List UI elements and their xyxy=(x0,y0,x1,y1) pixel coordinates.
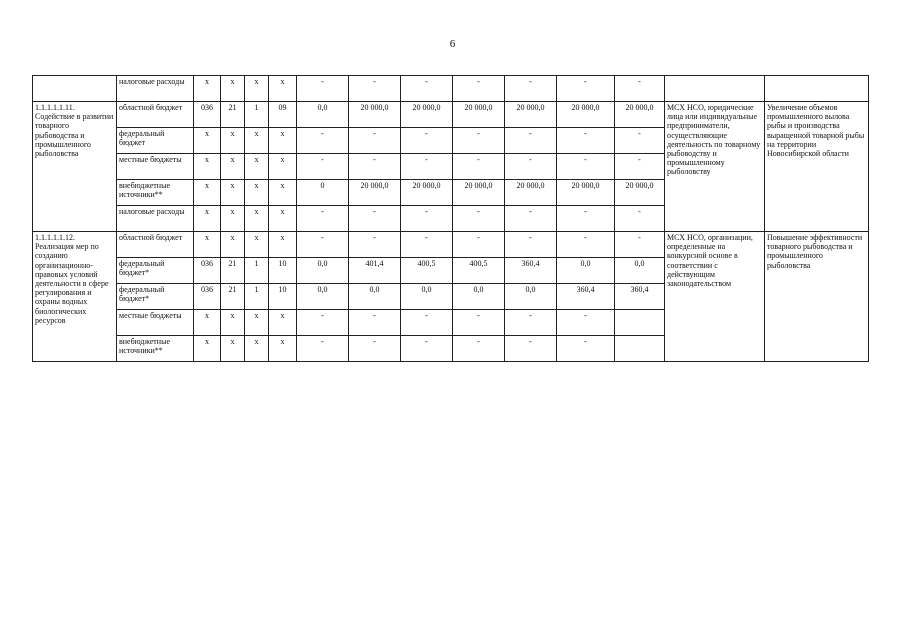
code-cell: x xyxy=(221,180,245,206)
result-cell xyxy=(765,76,869,102)
value-cell: 0,0 xyxy=(297,102,349,128)
code-cell: 1 xyxy=(245,258,269,284)
value-cell: - xyxy=(349,128,401,154)
executor-cell xyxy=(665,76,765,102)
source-cell: областной бюджет xyxy=(117,102,194,128)
value-cell: - xyxy=(453,76,505,102)
value-cell: 0 xyxy=(297,180,349,206)
value-cell: - xyxy=(615,206,665,232)
source-cell: местные бюджеты xyxy=(117,154,194,180)
value-cell: - xyxy=(615,154,665,180)
value-cell: - xyxy=(557,76,615,102)
code-cell: x xyxy=(269,232,297,258)
code-cell: x xyxy=(269,206,297,232)
value-cell: - xyxy=(297,128,349,154)
source-cell: федеральный бюджет xyxy=(117,128,194,154)
value-cell: - xyxy=(349,310,401,336)
value-cell: 20 000,0 xyxy=(453,180,505,206)
value-cell: 20 000,0 xyxy=(349,180,401,206)
source-cell: областной бюджет xyxy=(117,232,194,258)
code-cell: 036 xyxy=(194,284,221,310)
code-cell: x xyxy=(245,336,269,362)
value-cell xyxy=(615,310,665,336)
code-cell: 09 xyxy=(269,102,297,128)
code-cell: x xyxy=(221,310,245,336)
code-cell: 21 xyxy=(221,258,245,284)
code-cell: x xyxy=(221,154,245,180)
value-cell: - xyxy=(297,310,349,336)
code-cell: x xyxy=(194,128,221,154)
code-cell: x xyxy=(269,154,297,180)
code-cell: 036 xyxy=(194,258,221,284)
value-cell: - xyxy=(453,336,505,362)
code-cell: x xyxy=(269,76,297,102)
code-cell: 036 xyxy=(194,102,221,128)
value-cell: 360,4 xyxy=(557,284,615,310)
value-cell: 0,0 xyxy=(349,284,401,310)
value-cell: - xyxy=(453,206,505,232)
value-cell: - xyxy=(401,76,453,102)
value-cell: - xyxy=(297,336,349,362)
value-cell: - xyxy=(349,336,401,362)
code-cell: 21 xyxy=(221,284,245,310)
code-cell: x xyxy=(221,76,245,102)
code-cell: x xyxy=(245,154,269,180)
value-cell: - xyxy=(505,206,557,232)
code-cell: x xyxy=(245,180,269,206)
source-cell: местные бюджеты xyxy=(117,310,194,336)
value-cell: 0,0 xyxy=(505,284,557,310)
code-cell: x xyxy=(269,336,297,362)
value-cell: 400,5 xyxy=(453,258,505,284)
value-cell xyxy=(615,336,665,362)
value-cell: 20 000,0 xyxy=(615,180,665,206)
code-cell: x xyxy=(221,336,245,362)
value-cell: 400,5 xyxy=(401,258,453,284)
value-cell: 20 000,0 xyxy=(453,102,505,128)
value-cell: - xyxy=(401,154,453,180)
value-cell: 0,0 xyxy=(557,258,615,284)
value-cell: - xyxy=(401,310,453,336)
code-cell: 21 xyxy=(221,102,245,128)
code-cell: 10 xyxy=(269,258,297,284)
value-cell: - xyxy=(349,232,401,258)
executor-cell: МСХ НСО, организации, определенные на конкурсной основе в соответствии с действующим законодательством xyxy=(665,232,765,362)
value-cell: - xyxy=(297,232,349,258)
value-cell: 0,0 xyxy=(453,284,505,310)
code-cell: x xyxy=(245,128,269,154)
value-cell: - xyxy=(349,206,401,232)
code-cell: x xyxy=(245,232,269,258)
value-cell: - xyxy=(505,128,557,154)
value-cell: 20 000,0 xyxy=(401,180,453,206)
value-cell: - xyxy=(557,206,615,232)
value-cell: 20 000,0 xyxy=(505,102,557,128)
value-cell: - xyxy=(505,310,557,336)
executor-cell: МСХ НСО, юридические лица или индивидуальные предприниматели, осуществляющие деятельность по товарному рыбоводству и промышленному рыболовству xyxy=(665,102,765,232)
value-cell: - xyxy=(453,232,505,258)
value-cell: - xyxy=(401,128,453,154)
value-cell: - xyxy=(297,154,349,180)
code-cell: x xyxy=(194,76,221,102)
code-cell: x xyxy=(269,310,297,336)
code-cell: x xyxy=(194,180,221,206)
value-cell: 360,4 xyxy=(505,258,557,284)
code-cell: x xyxy=(221,232,245,258)
value-cell: 0,0 xyxy=(297,258,349,284)
value-cell: - xyxy=(453,310,505,336)
value-cell: 20 000,0 xyxy=(505,180,557,206)
value-cell: 20 000,0 xyxy=(557,180,615,206)
value-cell: - xyxy=(615,128,665,154)
value-cell: 20 000,0 xyxy=(349,102,401,128)
value-cell: - xyxy=(557,128,615,154)
measure-name-cell xyxy=(33,76,117,102)
code-cell: x xyxy=(194,310,221,336)
value-cell: - xyxy=(349,154,401,180)
source-cell: внебюджетные источники** xyxy=(117,336,194,362)
value-cell: - xyxy=(297,206,349,232)
program-table xyxy=(32,75,869,362)
value-cell: - xyxy=(349,76,401,102)
value-cell: - xyxy=(557,154,615,180)
value-cell: - xyxy=(297,76,349,102)
measure-name-cell: 1.1.1.1.1.11. Содействие в развитии товарного рыбоводства и промышленного рыболовства xyxy=(33,102,117,232)
code-cell: x xyxy=(194,336,221,362)
page-number: 6 xyxy=(449,38,456,50)
value-cell: - xyxy=(615,76,665,102)
code-cell: x xyxy=(194,232,221,258)
value-cell: 360,4 xyxy=(615,284,665,310)
value-cell: 0,0 xyxy=(401,284,453,310)
value-cell: 20 000,0 xyxy=(557,102,615,128)
source-cell: внебюджетные источники** xyxy=(117,180,194,206)
value-cell: - xyxy=(505,76,557,102)
code-cell: 1 xyxy=(245,102,269,128)
code-cell: x xyxy=(245,76,269,102)
code-cell: x xyxy=(221,206,245,232)
value-cell: 401,4 xyxy=(349,258,401,284)
value-cell: - xyxy=(615,232,665,258)
value-cell: - xyxy=(401,232,453,258)
value-cell: - xyxy=(505,232,557,258)
source-cell: налоговые расходы xyxy=(117,76,194,102)
result-cell: Увеличение объемов промышленного вылова рыбы и производства выращенной товарной рыбы на территории Новосибирской области xyxy=(765,102,869,232)
value-cell: - xyxy=(505,336,557,362)
value-cell: 20 000,0 xyxy=(615,102,665,128)
code-cell: x xyxy=(245,206,269,232)
code-cell: x xyxy=(269,128,297,154)
code-cell: 10 xyxy=(269,284,297,310)
value-cell: - xyxy=(557,336,615,362)
code-cell: x xyxy=(194,206,221,232)
measure-name-cell: 1.1.1.1.1.12. Реализация мер по созданию организационно-правовых условий деятельности в сфере регулирования и охраны водных биологических ресурсов xyxy=(33,232,117,362)
value-cell: 20 000,0 xyxy=(401,102,453,128)
value-cell: - xyxy=(401,206,453,232)
value-cell: - xyxy=(505,154,557,180)
value-cell: - xyxy=(401,336,453,362)
source-cell: федеральный бюджет* xyxy=(117,284,194,310)
code-cell: x xyxy=(221,128,245,154)
value-cell: - xyxy=(453,154,505,180)
code-cell: x xyxy=(194,154,221,180)
result-cell: Повышение эффективности товарного рыбоводства и промышленного рыболовства xyxy=(765,232,869,362)
code-cell: 1 xyxy=(245,284,269,310)
source-cell: федеральный бюджет* xyxy=(117,258,194,284)
source-cell: налоговые расходы xyxy=(117,206,194,232)
value-cell: - xyxy=(453,128,505,154)
code-cell: x xyxy=(269,180,297,206)
value-cell: 0,0 xyxy=(615,258,665,284)
value-cell: 0,0 xyxy=(297,284,349,310)
code-cell: x xyxy=(245,310,269,336)
value-cell: - xyxy=(557,310,615,336)
value-cell: - xyxy=(557,232,615,258)
